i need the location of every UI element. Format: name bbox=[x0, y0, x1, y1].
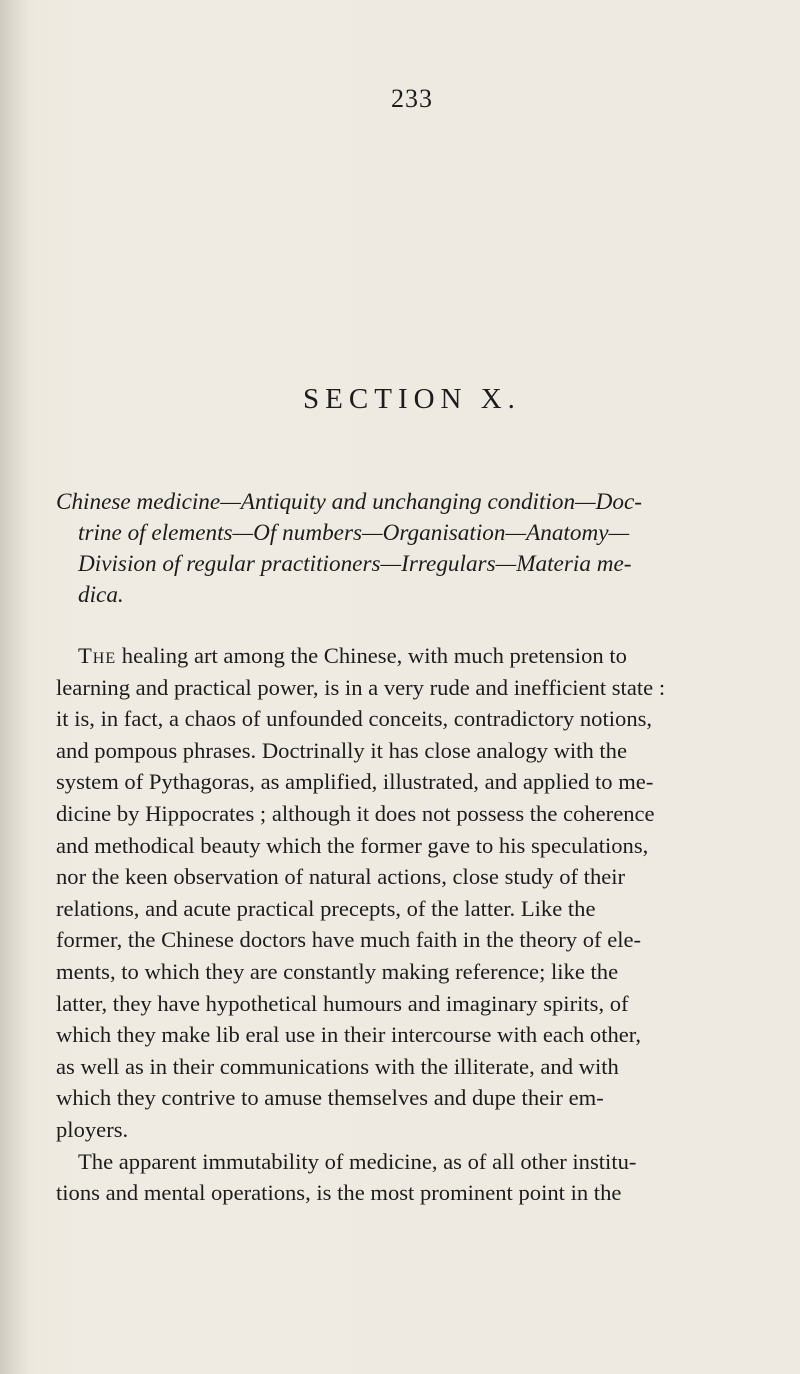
chapter-synopsis bbox=[56, 487, 736, 611]
page-number: 233 bbox=[391, 84, 433, 113]
text-line: which they contrive to amuse themselves and dupe their em- bbox=[56, 1085, 604, 1111]
section-heading: SECTION X. bbox=[303, 383, 521, 415]
text-line: as well as in their communications with the illiterate, and with bbox=[56, 1053, 619, 1079]
synopsis-line: trine of elements—Of numbers—Organisation—Anatomy— bbox=[78, 520, 630, 546]
text-line: and methodical beauty which the former gave to his speculations, bbox=[56, 832, 649, 858]
text-line: system of Pythagoras, as amplified, illustrated, and applied to me- bbox=[56, 769, 654, 795]
paragraph-first-line bbox=[56, 640, 746, 672]
synopsis-line: Chinese medicine—Antiquity and unchanging condition—Doc- bbox=[56, 489, 643, 515]
text-line: latter, they have hypothetical humours and imaginary spirits, of bbox=[56, 990, 629, 1016]
text-line: and pompous phrases. Doctrinally it has close analogy with the bbox=[56, 737, 627, 763]
text-line: former, the Chinese doctors have much faith in the theory of ele- bbox=[56, 927, 642, 953]
text-line: ployers. bbox=[56, 1116, 129, 1142]
synopsis-line: Division of regular practitioners—Irregulars—Materia me- bbox=[78, 551, 632, 577]
binding-shadow bbox=[0, 0, 30, 1374]
text-line: nor the keen observation of natural actions, close study of their bbox=[56, 864, 626, 890]
text-line: The apparent immutability of medicine, as of all other institu- bbox=[78, 1148, 637, 1174]
body-text bbox=[56, 640, 746, 1209]
text-line: learning and practical power, is in a very rude and inefficient state : bbox=[56, 674, 666, 700]
first-line-rest: healing art among the Chinese, with much pretension to bbox=[116, 643, 627, 668]
text-line: it is, in fact, a chaos of unfounded conceits, contradictory notions, bbox=[56, 706, 653, 732]
text-line: which they make lib eral use in their intercourse with each other, bbox=[56, 1022, 642, 1048]
text-line: ments, to which they are constantly making reference; like the bbox=[56, 958, 619, 984]
text-line: dicine by Hippocrates ; although it does not possess the coherence bbox=[56, 800, 655, 826]
synopsis-line: dica. bbox=[78, 582, 124, 608]
text-line: tions and mental operations, is the most prominent point in the bbox=[56, 1180, 622, 1206]
text-line: relations, and acute practical precepts, of the latter. Like the bbox=[56, 895, 596, 921]
lead-word: The bbox=[78, 643, 117, 668]
